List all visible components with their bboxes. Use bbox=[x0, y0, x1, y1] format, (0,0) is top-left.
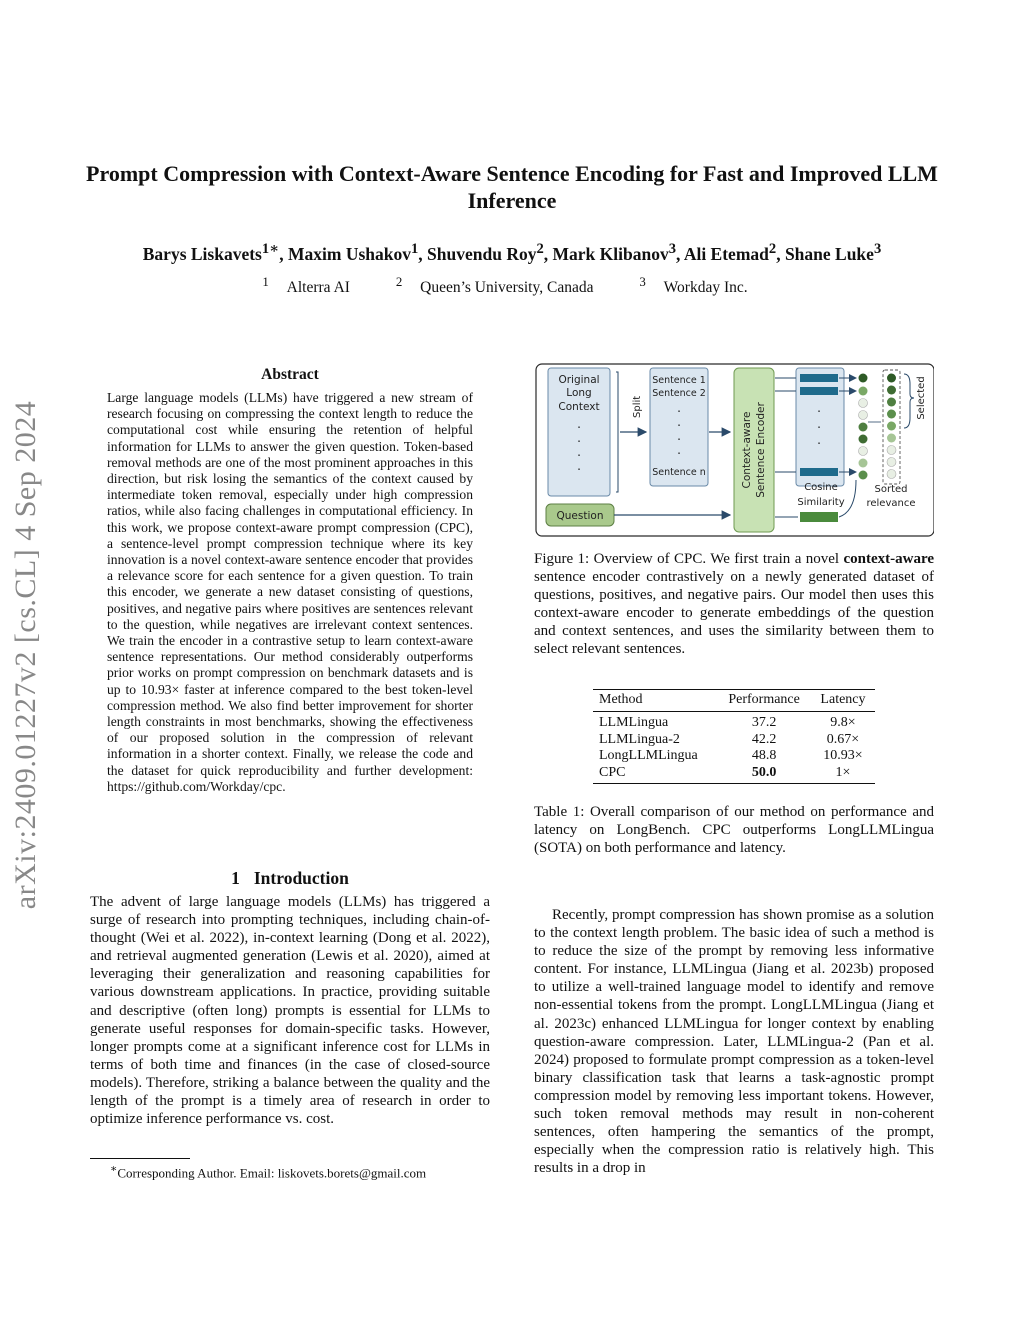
sorted-dot bbox=[887, 410, 896, 419]
table-header: Performance bbox=[717, 690, 811, 712]
section-title: Introduction bbox=[253, 868, 349, 888]
sorted-dot bbox=[887, 374, 896, 383]
author: Mark Klibanov$^3$ bbox=[552, 241, 677, 264]
encoder-box bbox=[734, 368, 774, 532]
cosine-label-1: Cosine bbox=[804, 482, 838, 493]
relevance-dot bbox=[859, 459, 868, 468]
relevance-dot bbox=[859, 411, 868, 420]
affiliation: $^3$ Workday Inc. bbox=[639, 274, 748, 297]
figure-1-svg bbox=[534, 362, 934, 538]
ellipsis-dot: . bbox=[577, 431, 581, 445]
relevance-dot bbox=[859, 471, 868, 480]
author: Shane Luke$^3$ bbox=[784, 241, 882, 264]
sentence-n-label: Sentence n bbox=[652, 467, 706, 478]
figure-1-caption: Figure 1: Overview of CPC. We first train a novel context-aware sentence encoder contrastively on a newly generated dataset of questions, positives, and negative pairs. Our model then uses this context-aware encoder to generate embeddings of the question and context sentences, and uses the similarity between them to select relevant sentences. bbox=[534, 551, 934, 658]
question-label: Question bbox=[556, 510, 604, 522]
table-row: CPC 50.0 1× bbox=[593, 765, 875, 784]
sorted-dot bbox=[887, 422, 896, 431]
relevance-dot bbox=[859, 447, 868, 456]
cosine-label-2: Similarity bbox=[797, 497, 845, 508]
ellipsis-dot: . bbox=[677, 443, 681, 457]
sorted-dot bbox=[887, 446, 896, 455]
relevance-dot bbox=[859, 387, 868, 396]
footnote: ∗Corresponding Author. Email: liskovets.borets@gmail.com bbox=[110, 1163, 427, 1181]
section-heading-introduction bbox=[90, 868, 490, 889]
sorted-dot bbox=[887, 458, 896, 467]
relevance-dot bbox=[859, 399, 868, 408]
arxiv-stamp bbox=[4, 365, 48, 945]
table-header-row bbox=[593, 690, 875, 712]
ellipsis-dot: . bbox=[677, 401, 681, 415]
table-1-caption: Table 1: Overall comparison of our method on performance and latency on LongBench. CPC outperforms LongLLMLingua (SOTA) on both performance and latency. bbox=[534, 804, 934, 857]
author: Barys Liskavets$^{1∗}$ bbox=[142, 241, 280, 264]
author: Shuvendu Roy$^2$ bbox=[427, 241, 544, 264]
abstract-heading: Abstract bbox=[261, 366, 319, 383]
sorted-label-2: relevance bbox=[866, 498, 916, 509]
sorted-dot bbox=[887, 470, 896, 479]
sorted-dots bbox=[887, 374, 896, 479]
encoder-label-1: Context-aware bbox=[741, 411, 753, 489]
relevance-dot bbox=[859, 423, 868, 432]
author: Maxim Ushakov$^1$ bbox=[287, 241, 419, 264]
table-row: LongLLMLingua 48.8 10.93× bbox=[599, 748, 863, 763]
split-label: Split bbox=[632, 395, 643, 418]
selected-label: Selected bbox=[916, 376, 927, 420]
relevance-dot bbox=[859, 374, 868, 383]
section-number: 1 bbox=[231, 868, 240, 888]
author-list: Barys Liskavets$^{1∗}$, Maxim Ushakov$^1$, Shuvendu Roy$^2$, Mark Klibanov$^3$, Ali Etemad$^2$, Shane Luke$^3$ bbox=[142, 241, 882, 264]
original-context-label-1: Original bbox=[558, 374, 600, 386]
arxiv-stamp-text: arXiv:2409.01227v2 [cs.CL] 4 Sep 2024 bbox=[9, 400, 42, 910]
affiliation: $^2$ Queen’s University, Canada bbox=[395, 274, 594, 297]
sorted-label-1: Sorted bbox=[874, 484, 908, 495]
ellipsis-dot: . bbox=[817, 417, 821, 431]
sentence-embedding-bar bbox=[800, 387, 838, 395]
sorted-dot bbox=[887, 398, 896, 407]
sentence-embedding-bar bbox=[800, 468, 838, 476]
table-1 bbox=[593, 689, 875, 784]
sorted-dot bbox=[887, 386, 896, 395]
sentence-2-label: Sentence 2 bbox=[652, 388, 706, 399]
affiliations bbox=[100, 274, 924, 297]
sentence-1-label: Sentence 1 bbox=[652, 375, 706, 386]
ellipsis-dot: . bbox=[677, 415, 681, 429]
encoder-label-2: Sentence Encoder bbox=[755, 402, 767, 498]
table-row: LLMLingua-2 42.2 0.67× bbox=[599, 731, 860, 747]
table-row: LLMLingua 37.2 9.8× bbox=[599, 715, 856, 730]
table-header: Method bbox=[593, 690, 717, 712]
ellipsis-dot: . bbox=[817, 433, 821, 447]
original-context-label-3: Context bbox=[558, 401, 600, 413]
relevance-dot bbox=[859, 435, 868, 444]
ellipsis-dot: . bbox=[577, 445, 581, 459]
ellipsis-dot: . bbox=[577, 459, 581, 473]
ellipsis-dot: . bbox=[577, 417, 581, 431]
abstract-text: Large language models (LLMs) have triggered a new stream of research focusing on compressing the context length to reduce the computational cost while ensuring the retention of helpful information for LLMs to answer the given question. Token-based removal methods are one of the most prominent approaches in this direction, but risk losing the semantics of the context caused by intermediate token removal, especially under high compression ratios, while also facing challenges in computational efficiency. In this work, we propose context-aware prompt compression (CPC), a sentence-level prompt compression technique where its key innovation is a novel context-aware sentence encoder that provides a relevance score for each sentence for a given question. To train this encoder, we generate a new dataset consisting of questions, positives, and negative pairs where positives are sentences relevant to the question, while negatives are irrelevant context sentences. We train the encoder in a contrastive setup to learn context-aware sentence representations. Our method considerably outperforms prior works on prompt compression on benchmark datasets and is up to 10.93× faster at inference compared to the best token-level compression method. We also find better improvement for shorter length constraints in most benchmarks, showing the effectiveness of our proposed solution in the compression of relevant information in a shorter context. Finally, we release the code and the dataset for quick reproducibility and further development: https://github.com/Workday/cpc. bbox=[107, 390, 473, 794]
paper-title: Prompt Compression with Context-Aware Sentence Encoding for Fast and Improved LLM Inference bbox=[86, 161, 938, 213]
original-context-label-2: Long bbox=[566, 387, 592, 399]
right-column-text: Recently, prompt compression has shown promise as a solution to the context length problem. The basic idea of such a method is to reduce the size of the prompt by removing less informative content. For instance, LLMLingua (Jiang et al. 2023b) proposed to utilize a well-trained language model to identify and remove non-essential tokens from the prompt. LongLLMLingua (Jiang et al. 2023c) enhanced LLMLingua for longer context by enabling question-aware compression. Later, LLMLingua-2 (Pan et al. 2024) proposed to formulate prompt compression as a token-level binary classification task that learns a task-agnostic prompt compression model by removing less important tokens. However, such token removal methods may result in non-coherent sentences, often hampering the semantics of the prompt, especially when the compression ratio is relatively high. This results in a drop in bbox=[534, 907, 934, 1177]
ellipsis-dot: . bbox=[817, 401, 821, 415]
affiliation: $^1$ Alterra AI bbox=[262, 274, 350, 297]
sorted-dot bbox=[887, 434, 896, 443]
table-header: Latency bbox=[811, 690, 875, 712]
introduction-text: The advent of large language models (LLMs) has triggered a surge of research into prompting techniques, including chain-of-thought (Wei et al. 2022), in-context learning (Dong et al. 2022), and retrieval augmented generation (Lewis et al. 2020), aimed at leveraging their generalization and reasoning capabilities for various downstream applications. In practice, providing suitable and descriptive (often long) prompts is essential for LLMs to generate useful responses for domain-specific tasks. However, longer prompts come at a significant inference cost for LLMs in terms of both time and finances (in the case of closed-source models). Therefore, striking a balance between the quality and the length of the prompt is a timely area of research in order to optimize inference performance vs. cost. bbox=[90, 894, 490, 1128]
footnote-rule bbox=[90, 1158, 190, 1159]
question-embedding-bar bbox=[800, 512, 838, 522]
ellipsis-dot: . bbox=[677, 429, 681, 443]
figure-1-diagram bbox=[534, 362, 934, 538]
sentence-embedding-bar bbox=[800, 374, 838, 382]
relevance-dots bbox=[859, 374, 868, 480]
author: Ali Etemad$^2$ bbox=[683, 241, 777, 264]
